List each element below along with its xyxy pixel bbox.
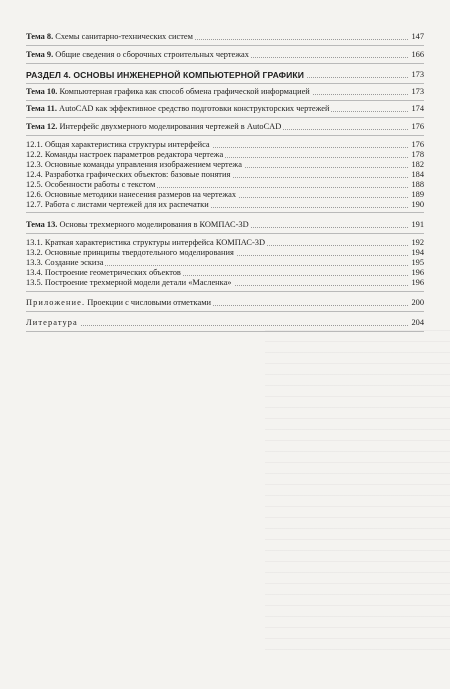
separator-line <box>26 117 424 118</box>
separator-line <box>26 291 424 292</box>
toc-page: Тема 8. Схемы санитарно-технических систем 147 Тема 9. Общие сведения о сборочных строительных чертежах 166 РАЗДЕЛ 4. ОСНОВЫ ИНЖЕНЕРНОЙ КОМПЬЮТЕРНОЙ ГРАФИКИ 173 Тема 10. Компьютерная графика как способ обмена графической информацией 173 Тема 11. AutoCAD как эффективное средство подготовки конструкторских чертежей 174 Тема 12. Интерфейс двухмерного моделирования чертежей в AutoCAD 176 12.1. Общая характеристика структуры интерфейса 176 12.2. Команды настроек параметров редактора чертежа 178 12.3. Основные команды управления изображением чертежа 182 12.4. Разработка графических объектов: базовые понятия 184 12.5. Особенности работы с текстом 188 12.6. Основные методики нанесения размеров на чертежах 189 12.7. Работа с листами чертежей для их распечатки 190 Тема 13. Основы трехмерного моделирования в КОМПАС-3D 191 13.1. Краткая характеристика структуры интерфейса КОМПАС-3D 192 13.2. Основные принципы твердотельного моделирования 194 13.3. Создание эскиза 195 13.4. Построение геометрических объектов 196 13.5. Построение трехмерной модели детали «Масленка» 196 Приложение. Проекции с числовыми отметками 200 Литература 204 <box>0 0 450 689</box>
separator-line <box>26 233 424 234</box>
bleed-through-text <box>265 330 450 660</box>
separator-line <box>26 83 424 84</box>
separator-line <box>26 45 424 46</box>
separator-line <box>26 212 424 213</box>
separator-line <box>26 63 424 64</box>
separator-line <box>26 135 424 136</box>
separator-line <box>26 311 424 312</box>
separator-line <box>26 100 424 101</box>
separator-line <box>26 331 424 332</box>
